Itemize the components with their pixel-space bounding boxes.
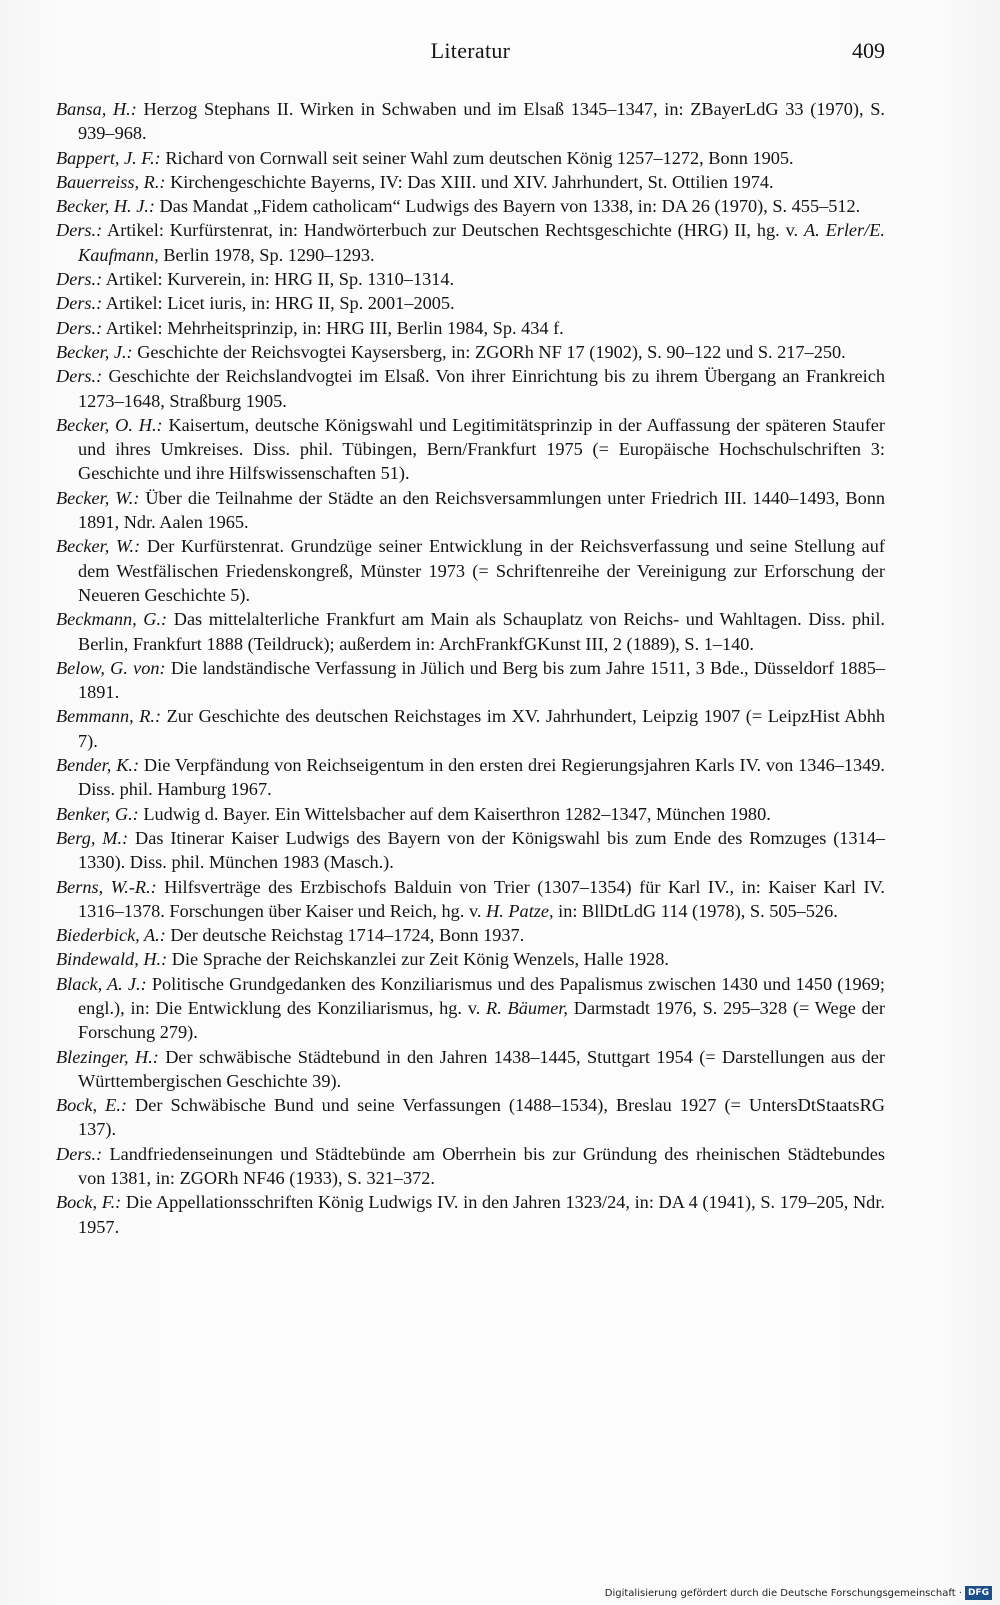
entry-text: Richard von Cornwall seit seiner Wahl zum deutschen König 1257–1272, Bonn 1905. [160,147,794,168]
entry-text: Politische Grundgedanken des Konziliarismus und des Papalismus zwischen 1430 und 1450 (1969; engl.), in: Die Entwicklung des Konziliarismus, hg. v. [78,973,885,1018]
entry-author: Ders.: [56,366,103,387]
entry-text: Die landständische Verfassung in Jülich und Berg bis zum Jahre 1511, 3 Bde., Düsseldorf 1885–1891. [78,657,885,703]
bibliography-entry [56,947,885,971]
entry-text: Ludwig d. Bayer. Ein Wittelsbacher auf dem Kaiserthron 1282–1347, München 1980. [138,803,771,824]
entry-text: Landfriedenseinungen und Städtebünde am Oberrhein bis zur Gründung des rheinischen Städtebundes von 1381, in: ZGORh NF46 (1933), S. 321–372. [78,1143,885,1189]
entry-author: Biederbick, A.: [56,925,166,946]
entry-text-continued: Berlin 1978, Sp. 1290–1293. [158,244,375,265]
entry-author: Berns, W.-R.: [56,876,157,897]
bibliography-entry [56,972,885,1045]
entry-text: Die Verpfändung von Reichseigentum in den ersten drei Regierungsjahren Karls IV. von 1346–1349. Diss. phil. Hamburg 1967. [78,755,886,800]
footer-credit: Digitalisierung gefördert durch die Deutsche Forschungsgemeinschaft · [604,1587,962,1599]
entry-author: Ders.: [56,293,103,314]
bibliography-list [56,97,885,1239]
entry-author: Bappert, J. F.: [56,147,161,168]
bibliography-entry [56,607,885,656]
entry-author: Ders.: [56,269,103,290]
bibliography-entry [56,291,885,315]
entry-author: Ders.: [56,220,103,241]
entry-author: Becker, W.: [56,487,140,508]
bibliography-entry [56,413,885,486]
entry-text-continued: in: BllDtLdG 114 (1978), S. 505–526. [553,900,838,921]
entry-text: Der schwäbische Städtebund in den Jahren 1438–1445, Stuttgart 1954 (= Darstellungen aus der Württembergischen Geschichte 39). [78,1046,885,1091]
entry-author: Benker, G.: [56,803,139,824]
entry-author: Below, G. von: [56,657,166,678]
entry-text: Der Schwäbische Bund und seine Verfassungen (1488–1534), Breslau 1927 (= UntersDtStaatsRG 137). [78,1095,885,1140]
entry-author: Bindewald, H.: [56,949,168,970]
bibliography-entry [56,364,885,413]
bibliography-entry [56,1190,885,1239]
bibliography-entry [56,170,885,194]
entry-text: Das Mandat „Fidem catholicam“ Ludwigs des Bayern von 1338, in: DA 26 (1970), S. 455–512. [154,196,861,217]
bibliography-entry [56,267,885,291]
entry-editor: H. Patze, [486,900,554,921]
bibliography-entry [56,656,885,705]
entry-text: Geschichte der Reichslandvogtei im Elsaß. Von ihrer Einrichtung bis zu ihrem Übergang an Frankreich 1273–1648, Straßburg 1905. [78,366,885,411]
bibliography-entry [56,486,885,535]
entry-author: Bock, F.: [56,1192,122,1213]
bibliography-entry [56,704,885,753]
entry-text: Artikel: Kurverein, in: HRG II, Sp. 1310–1314. [102,269,455,290]
entry-author: Bauerreiss, R.: [56,171,166,192]
bibliography-entry [56,753,885,802]
entry-text: Hilfsverträge des Erzbischofs Balduin von Trier (1307–1354) für Karl IV., in: Kaiser Karl IV. 1316–1378. Forschungen über Kaiser und Reich, hg. v. [78,876,885,921]
bibliography-entry [56,826,885,875]
entry-text: Artikel: Mehrheitsprinzip, in: HRG III, Berlin 1984, Sp. 434 f. [102,317,564,338]
entry-author: Becker, J.: [56,341,133,362]
entry-author: Black, A. J.: [56,973,147,994]
entry-author: Bemmann, R.: [56,706,162,727]
entry-text: Kaisertum, deutsche Königswahl und Legitimitätsprinzip in der Auffassung der späteren Staufer und ihres Umkreises. Diss. phil. Tübingen, Bern/Frankfurt 1975 (= Europäische Hochschulschriften 3: Geschichte und ihre Hilfswissenschaften 51). [78,414,885,484]
entry-text: Herzog Stephans II. Wirken in Schwaben und im Elsaß 1345–1347, in: ZBayerLdG 33 (1970), S. 939–968. [78,99,885,144]
digitization-footer [605,1586,992,1600]
bibliography-entry [56,923,885,947]
entry-author: Ders.: [56,1143,103,1164]
entry-author: Berg, M.: [56,827,129,848]
bibliography-entry [56,340,885,364]
entry-text: Die Sprache der Reichskanzlei zur Zeit König Wenzels, Halle 1928. [167,949,669,970]
entry-author: Beckmann, G.: [56,609,168,630]
bibliography-entry [56,875,885,924]
entry-author: Ders.: [56,317,103,338]
entry-text: Über die Teilnahme der Städte an den Reichsversammlungen unter Friedrich III. 1440–1493, Bonn 1891, Ndr. Aalen 1965. [78,487,885,533]
bibliography-entry [56,1045,885,1094]
entry-text: Artikel: Kurfürstenrat, in: Handwörterbuch zur Deutschen Rechtsgeschichte (HRG) II, hg. v. [102,220,804,241]
bibliography-entry [56,146,885,170]
entry-text: Der deutsche Reichstag 1714–1724, Bonn 1937. [165,925,525,946]
entry-text: Die Appellationsschriften König Ludwigs IV. in den Jahren 1323/24, in: DA 4 (1941), S. 179–205, Ndr. 1957. [78,1192,885,1237]
dfg-logo: DFG [965,1586,992,1600]
entry-text: Der Kurfürstenrat. Grundzüge seiner Entwicklung in der Reichsverfassung und seine Stellung auf dem Westfälischen Friedenskongreß, Münster 1973 (= Schriftenreihe der Vereinigung zur Erforschung der Neueren Geschichte 5). [78,536,885,605]
entry-author: Bock, E.: [56,1095,127,1116]
entry-editor: R. Bäumer, [486,997,568,1018]
bibliography-entry [56,1142,885,1191]
entry-author: Becker, H. J.: [56,196,155,217]
entry-author: Bender, K.: [56,755,140,776]
entry-editor: A. Erler/E. Kaufmann, [78,220,885,265]
running-title: Literatur [430,38,511,63]
page-number: 409 [852,38,885,63]
running-head [56,38,885,72]
entry-text: Zur Geschichte des deutschen Reichstages im XV. Jahrhundert, Leipzig 1907 (= LeipzHist Abhh 7). [78,706,885,751]
entry-text: Das Itinerar Kaiser Ludwigs des Bayern von der Königswahl bis zum Ende des Romzuges (1314–1330). Diss. phil. München 1983 (Masch.). [78,827,885,873]
entry-author: Becker, O. H.: [56,414,163,435]
bibliography-entry [56,534,885,607]
bibliography-entry [56,1093,885,1142]
bibliography-entry [56,316,885,340]
entry-text: Kirchengeschichte Bayerns, IV: Das XIII. und XIV. Jahrhundert, St. Ottilien 1974. [165,171,774,192]
bibliography-entry [56,802,885,826]
bibliography-entry [56,97,885,146]
bibliography-entry [56,194,885,218]
entry-text: Geschichte der Reichsvogtei Kaysersberg, in: ZGORh NF 17 (1902), S. 90–122 und S. 217–250. [132,341,846,362]
entry-author: Blezinger, H.: [56,1046,159,1067]
entry-text: Das mittelalterliche Frankfurt am Main als Schauplatz von Reichs- und Wahltagen. Diss. phil. Berlin, Frankfurt 1888 (Teildruck); außerdem in: ArchFrankfGKunst III, 2 (1889), S. 1–140. [78,609,885,654]
bibliography-entry [56,218,885,267]
entry-author: Bansa, H.: [56,99,137,119]
entry-author: Becker, W.: [56,536,141,557]
entry-text-continued: Darmstadt 1976, S. 295–328 (= Wege der Forschung 279). [78,997,885,1043]
entry-text: Artikel: Licet iuris, in: HRG II, Sp. 2001–2005. [102,293,455,314]
